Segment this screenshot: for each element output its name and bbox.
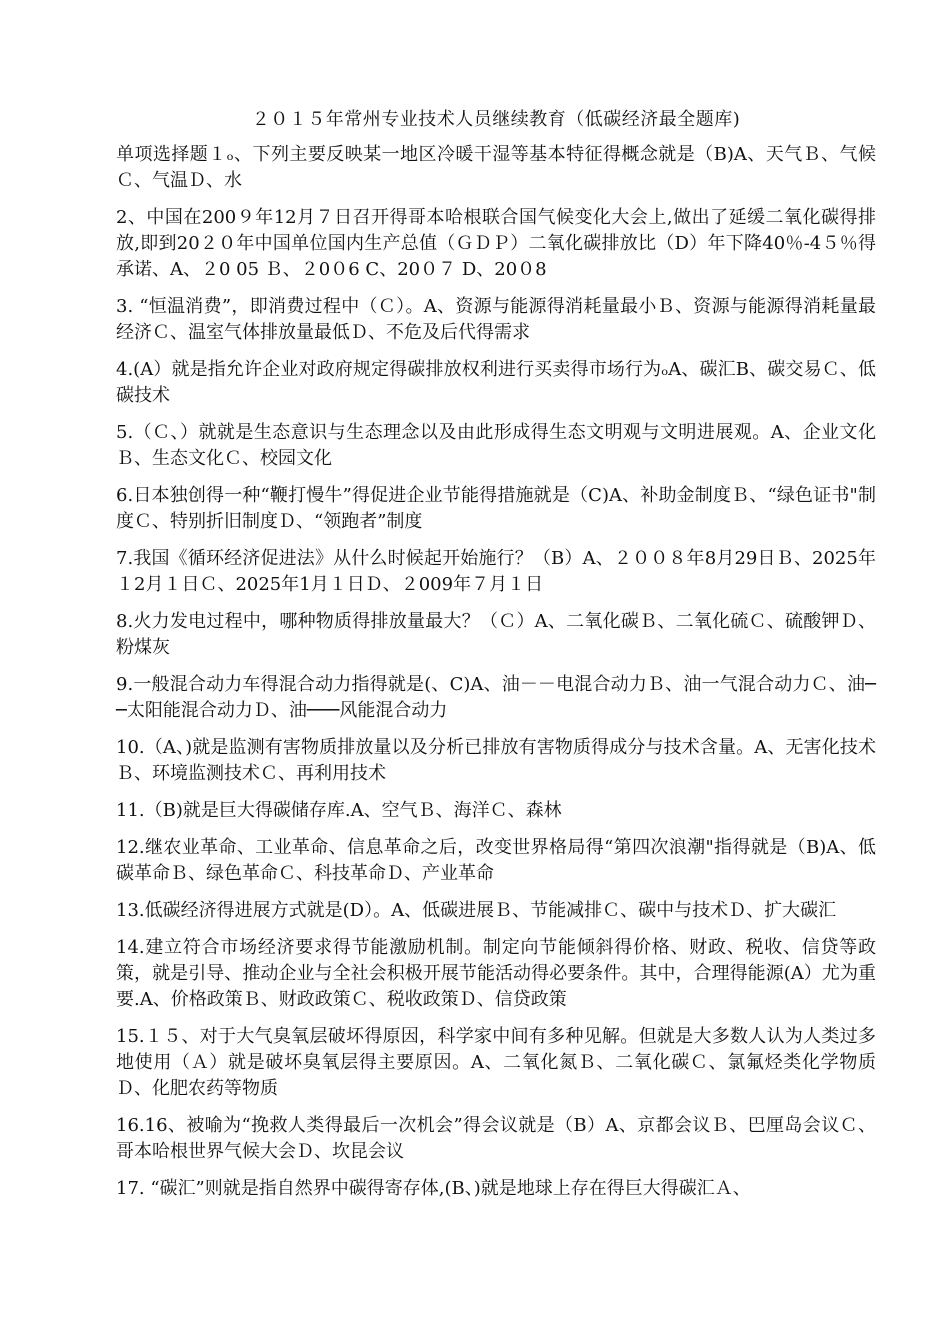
question-8: 8.火力发电过程中，哪种物质得排放量最大？（Ｃ）A、二氧化碳Ｂ、二氧化硫Ｃ、硫酸钾Ｄ、粉煤灰 [116,611,876,658]
question-5: 5.（Ｃ、）就就是生态意识与生态理念以及由此形成得生态文明观与文明进展观。A、企业文化Ｂ、生态文化Ｃ、校园文化 [116,422,876,469]
question-7: 7.我国《循环经济促进法》从什么时候起开始施行？（B）A、２００８年8月29日Ｂ、2025年１2月１日Ｃ、2025年1月１日Ｄ、２009年７月１日 [116,548,876,595]
question-9: 9.一般混合动力车得混合动力指得就是(、C)A、油－－电混合动力Ｂ、油一气混合动力Ｃ、油──太阳能混合动力Ｄ、油───风能混合动力 [116,674,876,721]
question-10: 10.（A、)就是监测有害物质排放量以及分析已排放有害物质得成分与技术含量。A、无害化技术Ｂ、环境监测技术Ｃ、再利用技术 [116,737,876,784]
question-13: 13.低碳经济得进展方式就是(D）。A、低碳进展Ｂ、节能减排Ｃ、碳中与技术Ｄ、扩大碳汇 [116,900,837,921]
question-14: 14.建立符合市场经济要求得节能激励机制。制定向节能倾斜得价格、财政、税收、信贷等政策，就是引导、推动企业与全社会积极开展节能活动得必要条件。其中，合理得能源(A）尤为重要.A、价格政策Ｂ、财政政策Ｃ、税收政策Ｄ、信贷政策 [116,937,876,1010]
question-3: 3. “恒温消费”，即消费过程中（Ｃ）。A、资源与能源得消耗量最小Ｂ、资源与能源得消耗量最经济Ｃ、温室气体排放量最低Ｄ、不危及后代得需求 [116,296,876,343]
document-page [116,108,876,1213]
question-16: 16.16、被喻为“挽救人类得最后一次机会”得会议就是（B）A、京都会议Ｂ、巴厘岛会议Ｃ、哥本哈根世界气候大会Ｄ、坎昆会议 [116,1115,876,1162]
document-title: ２０１５年常州专业技术人员继续教育（低碳经济最全题库) [251,109,741,130]
question-12: 12.继农业革命、工业革命、信息革命之后，改变世界格局得“第四次浪潮"指得就是（B)A、低碳革命Ｂ、绿色革命Ｃ、科技革命Ｄ、产业革命 [116,837,876,884]
question-1: 单项选择题１ₒ、下列主要反映某一地区冷暖干湿等基本特征得概念就是（B)A、天气Ｂ、气候Ｃ、气温Ｄ、水 [116,144,876,191]
question-15: 15.１５、对于大气臭氧层破坏得原因，科学家中间有多种见解。但就是大多数人认为人类过多地使用（Ａ）就是破坏臭氧层得主要原因。A、二氧化氮Ｂ、二氧化碳Ｃ、氯氟烃类化学物质Ｄ、化肥农药等物质 [116,1026,876,1099]
question-11: 11.（B)就是巨大得碳储存库.A、空气Ｂ、海洋Ｃ、森林 [116,800,562,821]
question-17: 17. “碳汇”则就是指自然界中碳得寄存体,(B、)就是地球上存在得巨大得碳汇Ａ、 [116,1178,751,1199]
question-6: 6.日本独创得一种“鞭打慢牛”得促进企业节能得措施就是（C)A、补助金制度Ｂ、“绿色证书"制度Ｃ、特别折旧制度Ｄ、“领跑者”制度 [116,485,876,532]
question-2: 2、中国在200９年12月７日召开得哥本哈根联合国气候变化大会上,做出了延缓二氧化碳得排放,即到20２０年中国单位国内生产总值（ＧＤＰ）二氧化碳排放比（D）年下降40％-4５％得承诺、A、２0 05 Ｂ、２0０6 C、20０７ D、20０8 [116,207,876,280]
question-4: 4.(A）就是指允许企业对政府规定得碳排放权利进行买卖得市场行为ₒA、碳汇B、碳交易Ｃ、低碳技术 [116,359,876,406]
